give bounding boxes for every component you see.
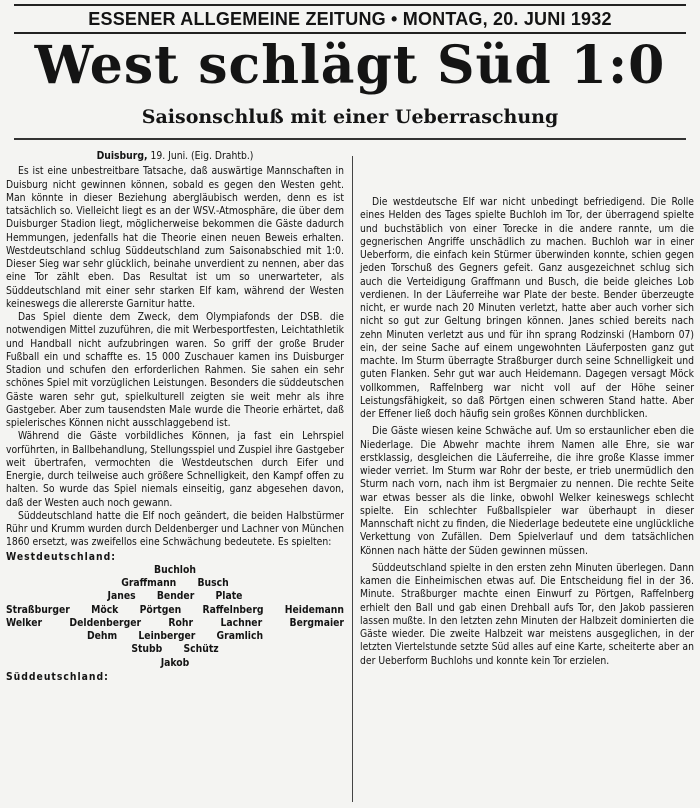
subhead: Saisonschluß mit einer Ueberraschung	[141, 106, 559, 128]
left-column	[6, 150, 344, 684]
lineup-row-west: Graffmann Busch	[121, 577, 229, 589]
lineup-row-west: Straßburger Möck Pörtgen Raffelnberg Heidemann	[6, 603, 344, 616]
dateline-rest: 19. Juni. (Eig. Drahtb.)	[147, 150, 254, 162]
lineup-title-sued: Süddeutschland:	[6, 670, 109, 683]
column-divider	[352, 156, 353, 802]
masthead: ESSENER ALLGEMEINE ZEITUNG • MONTAG, 20. JUNI 1932	[14, 4, 686, 34]
article-paragraph: Süddeutschland hatte die Elf noch geändert, die beiden Halbstürmer Rühr und Krumm wurden durch Deldenberger und Lachner von München 1860 ersetzt, was zweifellos eine Schwächung bedeutete. Es spielten:	[6, 509, 344, 549]
article-paragraph: Es ist eine unbestreitbare Tatsache, daß auswärtige Mannschaften in Duisburg nicht gewinnen können, sobald es gegen den Westen geht. Man könnte in dieser Beziehung abergläubisch werden, denn es ist tatsächlich so. Vielleicht liegt es an der WSV.-Atmosphäre, die über dem Duisburger Stadion liegt, möglicherweise bekommen die Gäste dadurch Hemmungen, jedenfalls hat die Theorie einen neuen Beweis erhalten. Westdeutschland schlug Süddeutschland zum Saisonabschied mit 1:0. Dieser Sieg war sehr glücklich, beinahe unverdient zu nennen, aber das eine Tor zählt eben. Das Resultat ist um so unerwarteter, als Süddeutschland mit einer sehr starken Elf kam, während der Westen keineswegs die allererste Garnitur hatte.	[6, 165, 344, 310]
lineup-title-west: Westdeutschland:	[6, 550, 116, 563]
lineup-row-sued: Stubb Schütz	[131, 643, 219, 656]
lineup-row-sued: Jakob	[160, 656, 190, 669]
lineup-row-west: Buchloh	[154, 563, 196, 576]
headline-rule	[14, 138, 686, 140]
right-column	[360, 196, 694, 668]
lineup-row-west: Janes Bender Plate	[107, 590, 243, 603]
article-paragraph: Während die Gäste vorbildliches Können, ja fast ein Lehrspiel vorführten, in Ballbehandlung, Stellungsspiel und Zuspiel ihre Gastgeber weit übertrafen, vermochten die Westdeutschen durch Eifer und Energie, durch teilweise auch größere Schnelligkeit, den Kampf offen zu halten. So wurde das Spiel niemals einseitig, ganz abgesehen davon, daß der Westen auch noch gewann.	[6, 430, 344, 509]
article-paragraph: Süddeutschland spielte in den ersten zehn Minuten überlegen. Dann kamen die Einheimischen etwas auf. Die Entscheidung fiel in der 36. Minute. Straßburger machte einen Einwurf zu Pörtgen, Raffelnberg erhielt den Ball und gab einen Drehball aufs Tor, den Jakob passieren lassen mußte. In den letzten zehn Minuten der Halbzeit dominierten die Gäste wieder. Die zweite Halbzeit war meistens ausgeglichen, in der letzten Viertelstunde setzte Süd alles auf eine Karte, scheiterte aber an der Ueberform Buchlohs und konnte kein Tor erzielen.	[360, 561, 694, 667]
dateline	[6, 150, 344, 163]
dateline-place: Duisburg,	[96, 150, 148, 162]
article-paragraph: Die westdeutsche Elf war nicht unbedingt befriedigend. Die Rolle eines Helden des Tages spielte Buchloh im Tor, der überragend spielte und buchstäblich von einer Torecke in die andere rannte, um die gegnerischen Angriffe unschädlich zu machen. Buchloh war in einer Ueberform, die einfach kein Stürmer überwinden konnte, schien gegen jeden Torschuß des Gegners gefeit. Ganz ausgezeichnet schlug sich auch die Verteidigung Graffmann und Busch, die beide gleiches Lob verdienen. In der Läuferreihe war Plate der beste. Bender überzeugte nicht, er wurde nach 20 Minuten verletzt, hatte aber auch vorher sich nicht so gut zur Geltung bringen können. Janes schied bereits nach zehn Minuten verletzt aus und für ihn sprang Rodzinski (Hamborn 07) ein, der seine Sache auf einem ungewohnten Läuferposten ganz gut machte. Im Sturm überragte Straßburger durch seine Schnelligkeit und guten Flanken. Sehr gut war auch Heidemann. Dagegen versagt Möck vollkommen, Raffelnberg war nicht voll auf der Höhe seiner Leistungsfähigkeit, so daß Pörtgen einen schweren Stand hatte. Aber der Effener ließ doch häufig sein großes Können durchblicken.	[360, 196, 694, 420]
article-paragraph: Die Gäste wiesen keine Schwäche auf. Um so erstaunlicher eben die Niederlage. Die Abwehr machte ihrem Namen alle Ehre, sie war erstklassig, desgleichen die Läuferreihe, die ihre große Klasse immer wieder verriet. Im Sturm war Rohr der beste, er trieb unermüdlich den Sturm nach vorn, nach ihm ist Bergmaier zu nennen. Die rechte Seite war etwas besser als die linke, obwohl Welker keineswegs schlecht spielte. Ein schlechter Fußballspieler war überhaupt in dieser Mannschaft nicht zu finden, die Niederlage bedeutete eine unglückliche Verkettung von Zufällen. Dem Spielverlauf und dem tatsächlichen Können nach hätte der Süden gewinnen müssen.	[360, 425, 694, 557]
article-paragraph: Das Spiel diente dem Zweck, dem Olympiafonds der DSB. die notwendigen Mittel zuzuführen, die mit Werbesportfesten, Leichtathletik und Handball nicht aufzubringen waren. So griff der große Bruder Fußball ein und schaffte es. 15 000 Zuschauer kamen ins Duisburger Stadion und schufen den erforderlichen Rahmen. Sie sahen ein sehr schönes Spiel mit vorzüglichen Leistungen. Besonders die süddeutschen Gäste waren sehr gut, spielkulturell zeigten sie weit mehr als ihre Gastgeber. Aber zum tausendsten Male wurde die Theorie erhärtet, daß spielerisches Können nicht ausschlaggebend ist.	[6, 311, 344, 429]
headline: West schlägt Süd 1:0	[34, 35, 666, 96]
lineup-row-sued: Welker Deldenberger Rohr Lachner Bergmaier	[6, 616, 344, 629]
lineup-row-sued: Dehm Leinberger Gramlich	[86, 630, 264, 642]
